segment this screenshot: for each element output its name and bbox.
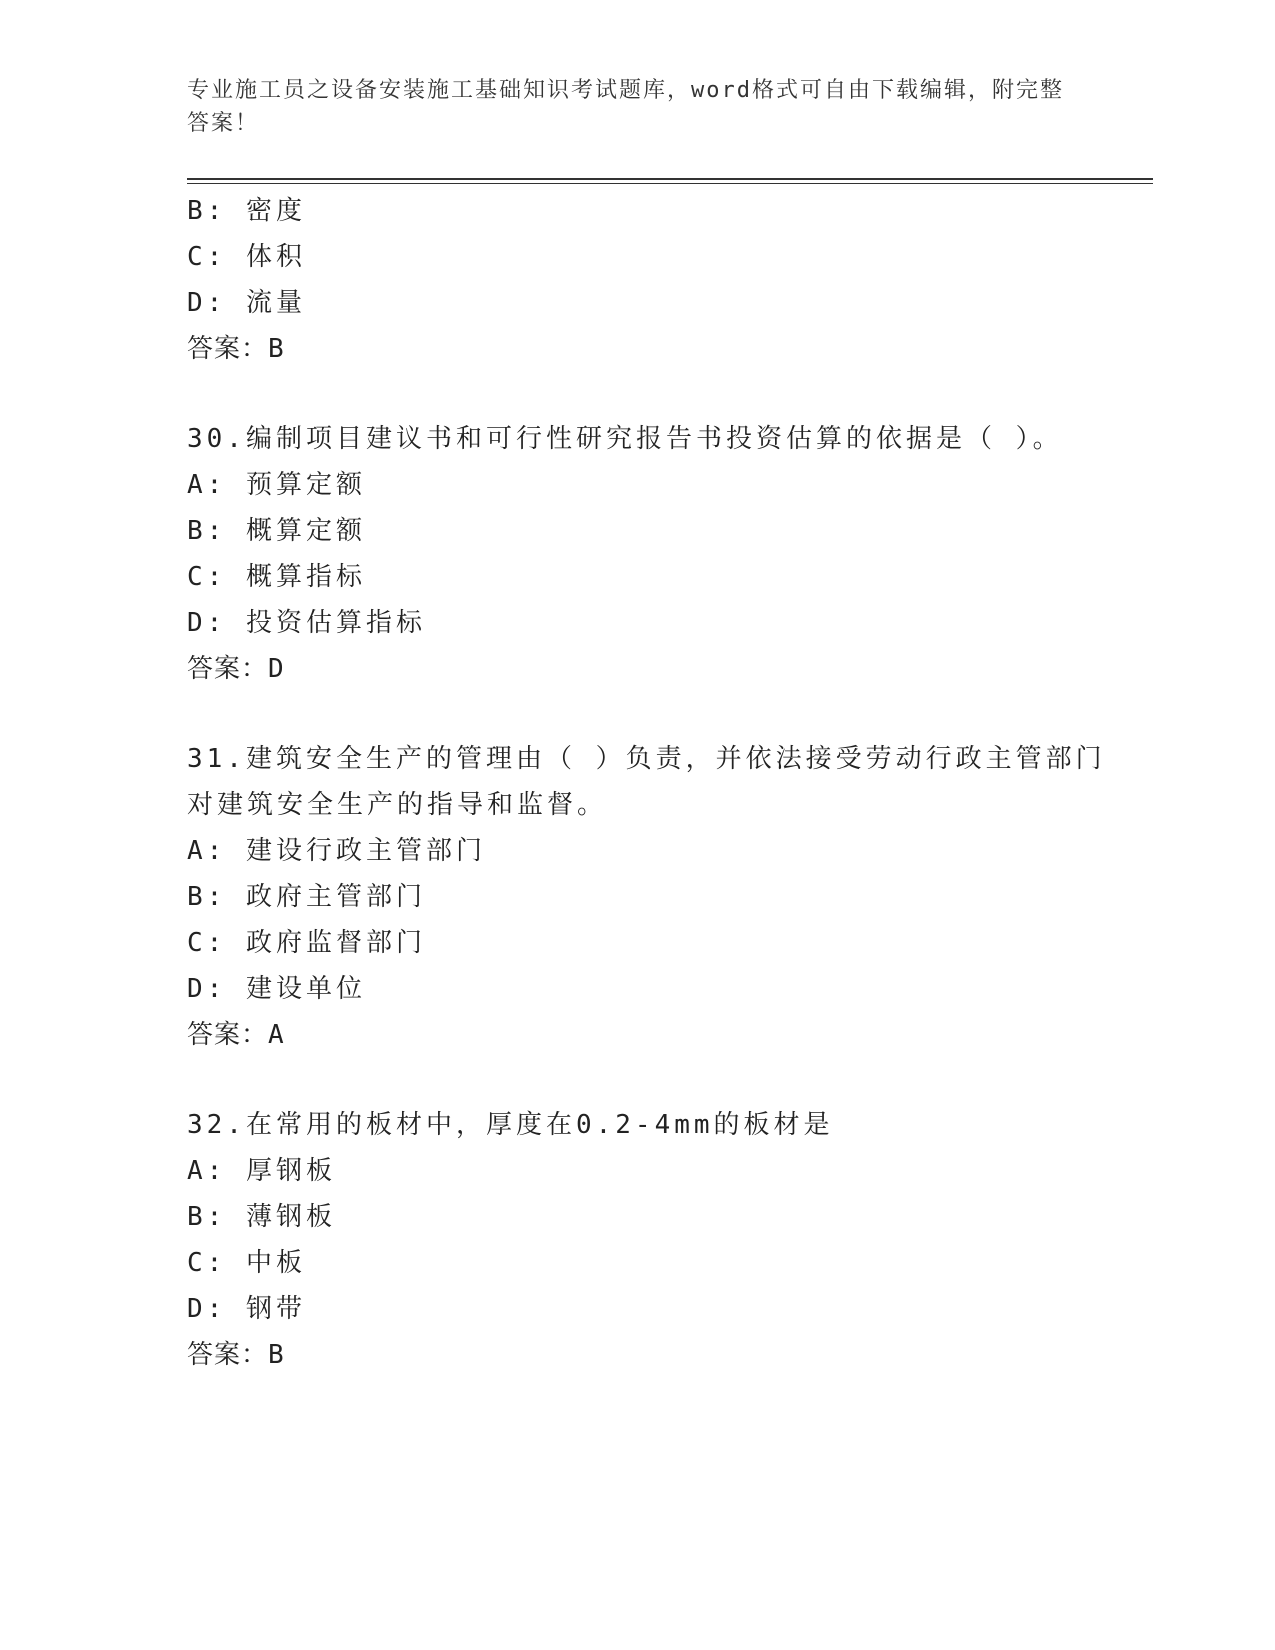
option-b: B: 密度 bbox=[187, 196, 306, 226]
answer-line: 答案：D bbox=[187, 654, 285, 684]
question-29-continuation bbox=[187, 188, 1087, 372]
option-b: B: 薄钢板 bbox=[187, 1202, 336, 1232]
document-header: 专业施工员之设备安装施工基础知识考试题库，word格式可自由下载编辑，附完整答案！ bbox=[187, 78, 1064, 136]
header-divider-thick bbox=[187, 178, 1153, 180]
question-31 bbox=[187, 736, 1106, 1058]
question-stem: 30.编制项目建议书和可行性研究报告书投资估算的依据是（ ）。 bbox=[187, 424, 1063, 454]
option-a: A: 厚钢板 bbox=[187, 1156, 336, 1186]
question-32 bbox=[187, 1102, 1087, 1378]
option-a: A: 建设行政主管部门 bbox=[187, 836, 486, 866]
answer-line: 答案：A bbox=[187, 1020, 285, 1050]
option-b: B: 政府主管部门 bbox=[187, 882, 426, 912]
option-c: C: 中板 bbox=[187, 1248, 306, 1278]
question-stem: 32.在常用的板材中，厚度在0.2-4mm的板材是 bbox=[187, 1110, 834, 1140]
question-stem-line-1: 31.建筑安全生产的管理由（ ）负责，并依法接受劳动行政主管部门 bbox=[187, 744, 1106, 774]
answer-line: 答案：B bbox=[187, 1340, 285, 1370]
option-c: C: 体积 bbox=[187, 242, 306, 272]
option-c: C: 概算指标 bbox=[187, 562, 366, 592]
answer-line: 答案：B bbox=[187, 334, 285, 364]
option-c: C: 政府监督部门 bbox=[187, 928, 426, 958]
option-d: D: 流量 bbox=[187, 288, 306, 318]
question-list bbox=[187, 188, 1106, 1378]
option-d: D: 建设单位 bbox=[187, 974, 366, 1004]
option-d: D: 投资估算指标 bbox=[187, 608, 426, 638]
header-divider-thin bbox=[187, 183, 1153, 184]
question-stem-line-2: 对建筑安全生产的指导和监督。 bbox=[187, 790, 608, 820]
option-d: D: 钢带 bbox=[187, 1294, 306, 1324]
option-a: A: 预算定额 bbox=[187, 470, 366, 500]
option-b: B: 概算定额 bbox=[187, 516, 366, 546]
question-30 bbox=[187, 416, 1087, 692]
